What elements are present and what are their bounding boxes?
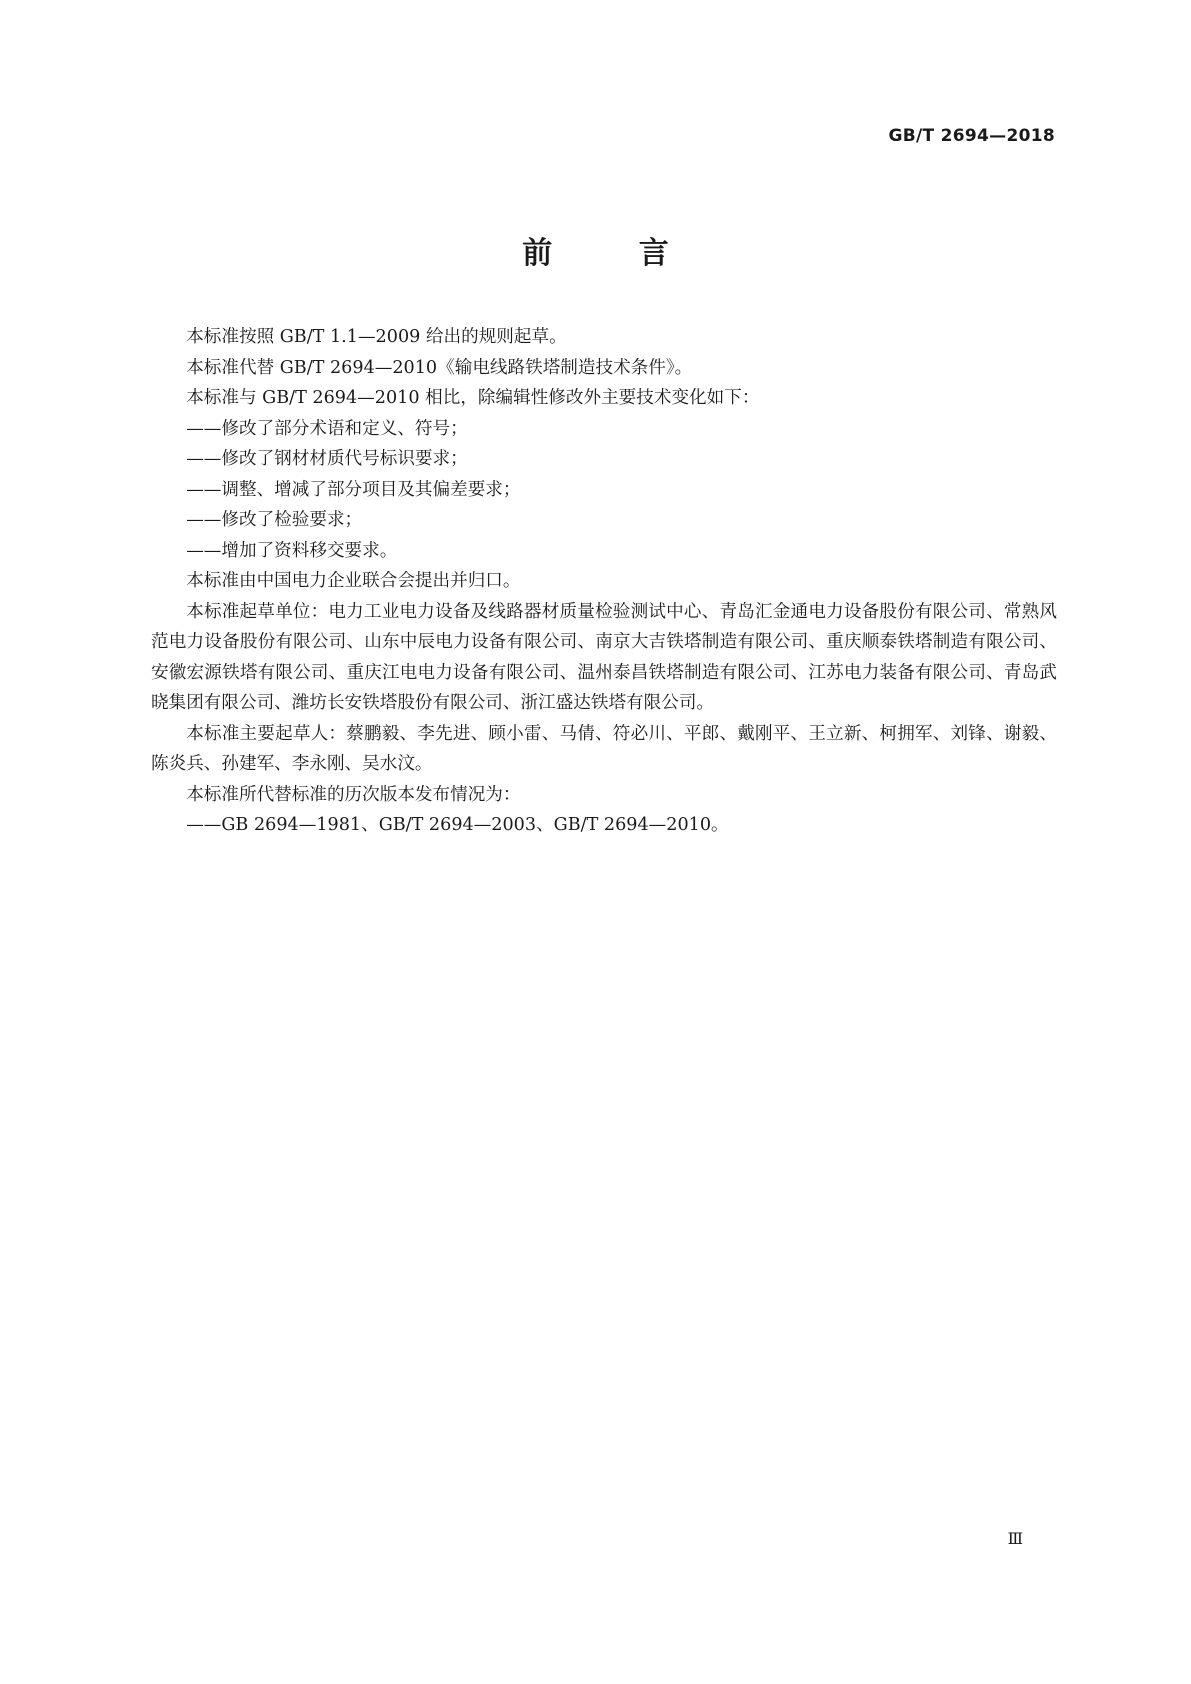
page-number: Ⅲ <box>1007 1529 1023 1548</box>
paragraph-drafters: 本标准主要起草人：蔡鹏毅、李先进、顾小雷、马倩、符必川、平郎、戴刚平、王立新、柯拥军、刘锋、谢毅、陈炎兵、孙建军、李永刚、吴水汶。 <box>151 723 1057 774</box>
paragraph-proposer: 本标准由中国电力企业联合会提出并归口。 <box>186 571 521 591</box>
list-item-history: ——GB 2694—1981、GB/T 2694—2003、GB/T 2694—2010。 <box>186 815 729 835</box>
standard-code: GB/T 2694—2018 <box>888 126 1055 146</box>
list-item-change: ——调整、增减了部分项目及其偏差要求； <box>186 479 521 500</box>
list-item-change: ——修改了钢材材质代号标识要求； <box>186 449 468 469</box>
paragraph-drafting-units: 本标准起草单位：电力工业电力设备及线路器材质量检验测试中心、青岛汇金通电力设备股份有限公司、常熟风范电力设备股份有限公司、山东中辰电力设备有限公司、南京大吉铁塔制造有限公司、重庆顺泰铁塔制造有限公司、安徽宏源铁塔有限公司、重庆江电电力设备有限公司、温州泰昌铁塔制造有限公司、江苏电力装备有限公司、青岛武晓集团有限公司、潍坊长安铁塔股份有限公司、浙江盛达铁塔有限公司。 <box>151 601 1057 713</box>
paragraph-history-intro: 本标准所代替标准的历次版本发布情况为： <box>186 784 521 805</box>
paragraph-replaces: 本标准代替 GB/T 2694—2010《输电线路铁塔制造技术条件》。 <box>186 357 693 378</box>
paragraph-changes-intro: 本标准与 GB/T 2694—2010 相比，除编辑性修改外主要技术变化如下： <box>186 388 760 408</box>
list-item-change: ——修改了部分术语和定义、符号； <box>186 418 468 439</box>
list-item-change: ——增加了资料移交要求。 <box>186 540 398 561</box>
paragraph-drafting-rules: 本标准按照 GB/T 1.1—2009 给出的规则起草。 <box>186 327 567 347</box>
list-item-change: ——修改了检验要求； <box>186 510 363 530</box>
foreword-body <box>151 322 1057 841</box>
page-title: 前 言 <box>522 236 707 271</box>
